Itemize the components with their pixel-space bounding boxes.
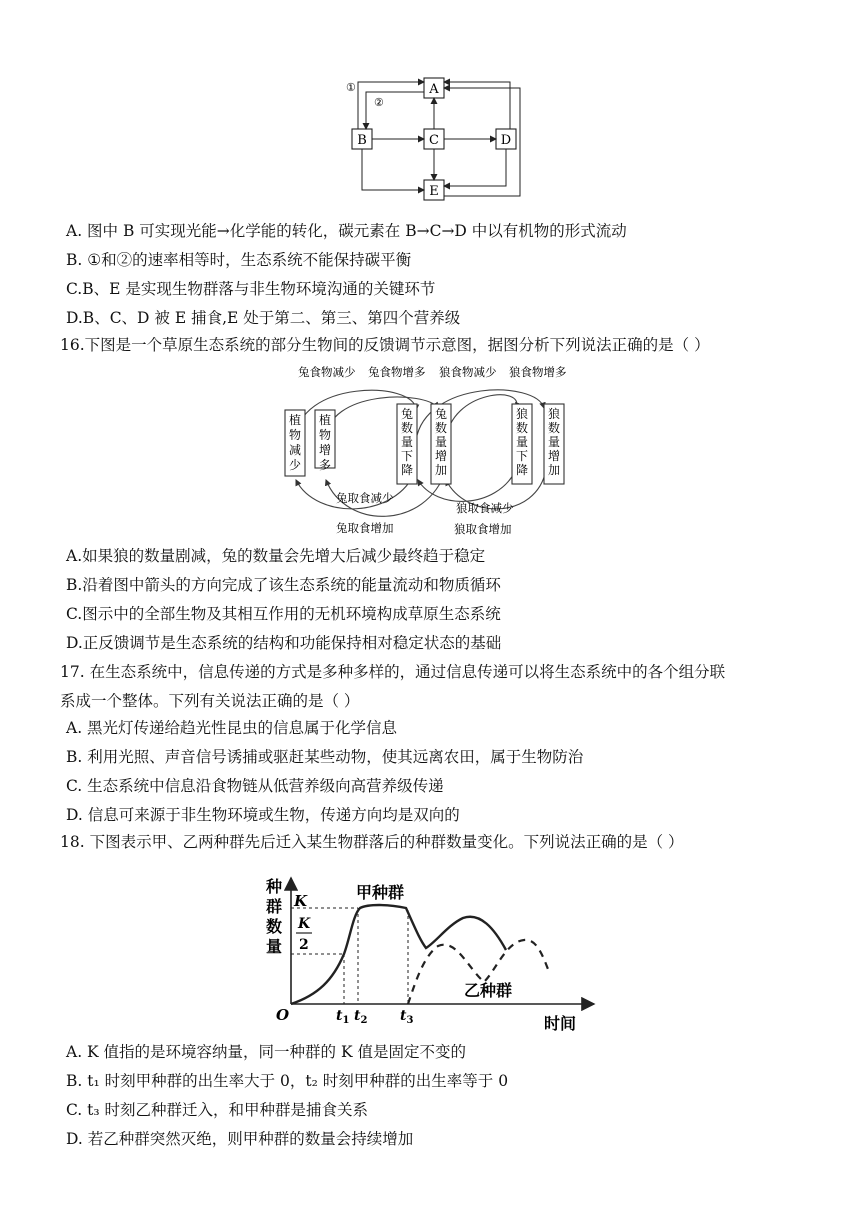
node-b: B [357, 133, 367, 148]
y-label-4: 量 [266, 937, 283, 956]
q18-option-c: C. t₃ 时刻乙种群迁入，和甲种群是捕食关系 [66, 1101, 369, 1119]
top-label-3: 狼食物减少 [439, 365, 497, 379]
series-jia-label: 甲种群 [356, 883, 405, 902]
bottom-label-4: 狼取食增加 [454, 522, 512, 536]
origin-label: O [276, 1006, 290, 1024]
y-label-1: 种 [266, 877, 283, 896]
bottom-label-1: 兔取食减少 [336, 491, 394, 505]
arrow-label-1: ① [346, 81, 356, 94]
q17-option-a: A. 黑光灯传递给趋光性昆虫的信息属于化学信息 [66, 719, 398, 737]
arrow-label-2: ② [374, 96, 384, 109]
x-axis-label: 时间 [544, 1014, 577, 1032]
top-label-2: 兔食物增多 [368, 365, 426, 379]
node-a: A [429, 82, 439, 97]
q16-option-d: D.正反馈调节是生态系统的结构和功能保持相对稳定状态的基础 [66, 634, 502, 652]
bottom-label-2: 兔取食增加 [336, 521, 394, 535]
box-rabbit-decrease: 兔数量下降 [400, 407, 414, 477]
top-label-4: 狼食物增多 [509, 365, 567, 379]
box-wolf-increase: 狼数量增加 [547, 407, 561, 477]
top-label-1: 兔食物减少 [298, 365, 356, 379]
t3-label: $t_3$ [400, 1008, 414, 1026]
t2-label: $t_2$ [354, 1008, 368, 1026]
node-c: C [429, 133, 439, 148]
q15-option-b: B. ①和②的速率相等时，生态系统不能保持碳平衡 [66, 251, 412, 269]
k-label: K [294, 892, 308, 910]
q18-option-d: D. 若乙种群突然灭绝，则甲种群的数量会持续增加 [66, 1130, 414, 1148]
box-plant-decrease: 植物减少 [288, 413, 302, 472]
q17-option-d: D. 信息可来源于非生物环境或生物，传递方向均是双向的 [66, 806, 460, 824]
q17-stem-line2: 系成一个整体。下列有关说法正确的是（ ） [60, 692, 360, 710]
t1-label: $t_1$ [336, 1008, 350, 1026]
box-wolf-decrease: 狼数量下降 [515, 407, 529, 477]
feedback-regulation-diagram [276, 360, 586, 540]
q15-option-c: C.B、E 是实现生物群落与非生物环境沟通的关键环节 [66, 280, 436, 298]
box-plant-increase: 植物增多 [318, 413, 332, 472]
q18-option-a: A. K 值指的是环境容纳量，同一种群的 K 值是固定不变的 [66, 1043, 466, 1061]
q17-stem-line1: 17. 在生态系统中，信息传递的方式是多种多样的，通过信息传递可以将生态系统中的各个组分联 [60, 663, 726, 681]
q16-option-c: C.图示中的全部生物及其相互作用的无机环境构成草原生态系统 [66, 605, 501, 623]
node-e: E [429, 184, 439, 199]
series-yi-label: 乙种群 [464, 981, 513, 1000]
q18-option-b: B. t₁ 时刻甲种群的出生率大于 0，t₂ 时刻甲种群的出生率等于 0 [66, 1072, 509, 1090]
q17-option-b: B. 利用光照、声音信号诱捕或驱赶某些动物，使其远离农田，属于生物防治 [66, 748, 584, 766]
y-label-2: 群 [266, 897, 283, 916]
box-rabbit-increase: 兔数量增加 [434, 407, 448, 477]
q15-option-a: A. 图中 B 可实现光能→化学能的转化，碳元素在 B→C→D 中以有机物的形式流动 [66, 222, 627, 240]
y-label-3: 数 [266, 917, 283, 936]
q16-option-a: A.如果狼的数量剧减，兔的数量会先增大后减少最终趋于稳定 [66, 547, 486, 565]
carbon-cycle-diagram [340, 72, 530, 204]
k-half-numerator: K [298, 916, 311, 932]
q18-stem: 18. 下图表示甲、乙两种群先后迁入某生物群落后的种群数量变化。下列说法正确的是（ ） [60, 833, 684, 851]
population-chart [258, 870, 603, 1032]
q16-option-b: B.沿着图中箭头的方向完成了该生态系统的能量流动和物质循环 [66, 576, 501, 594]
node-d: D [500, 133, 512, 148]
q15-option-d: D.B、C、D 被 E 捕食,E 处于第二、第三、第四个营养级 [66, 309, 461, 327]
q16-stem: 16.下图是一个草原生态系统的部分生物间的反馈调节示意图，据图分析下列说法正确的是（ ） [60, 336, 710, 354]
q17-option-c: C. 生态系统中信息沿食物链从低营养级向高营养级传递 [66, 777, 444, 795]
bottom-label-3: 狼取食减少 [456, 501, 514, 515]
k-half-denominator: 2 [299, 937, 309, 953]
